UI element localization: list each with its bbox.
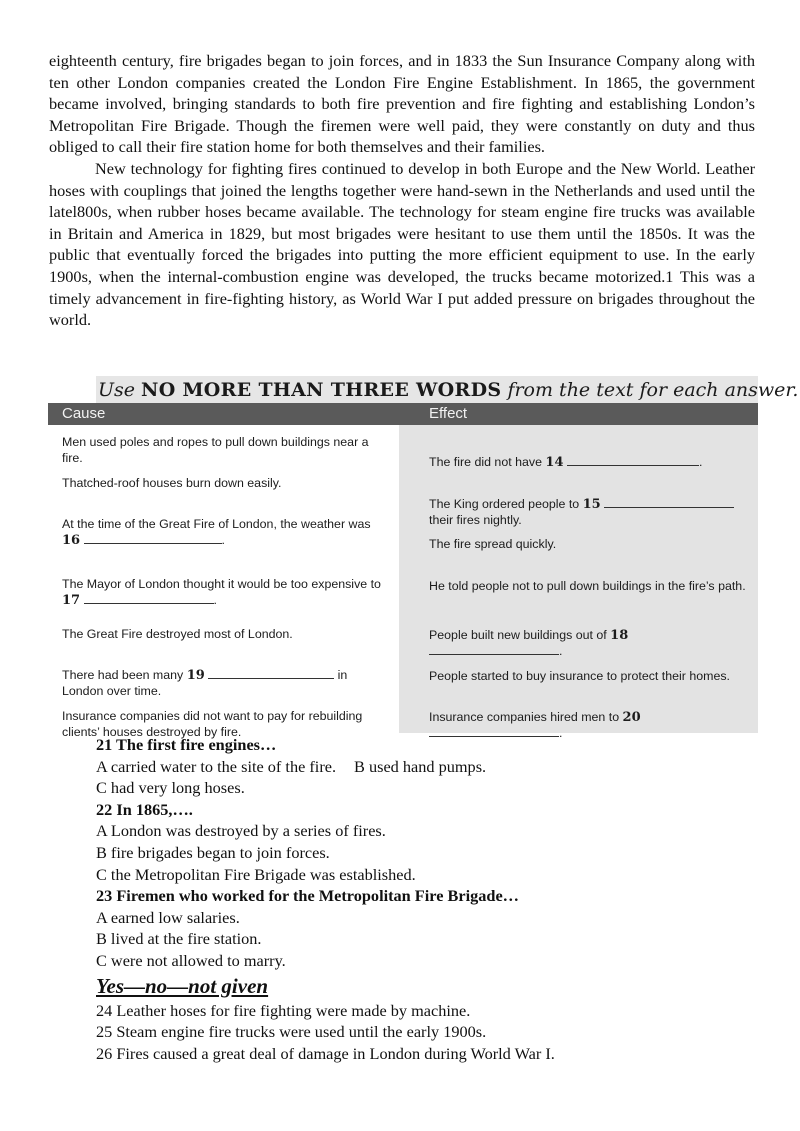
section-heading: Yes—no—not given <box>96 973 269 998</box>
answer-blank[interactable] <box>567 464 699 466</box>
effect-item: People built new buildings out of 18 . <box>429 628 629 658</box>
option-a[interactable]: A earned low salaries. <box>96 907 240 927</box>
option-a[interactable]: A carried water to the site of the fire. <box>96 756 337 776</box>
cause-item: The Great Fire destroyed most of London. <box>62 627 293 641</box>
option-b[interactable]: B lived at the fire station. <box>96 929 262 949</box>
passage-paragraph-2: New technology for fighting fires continued to develop in both Europe and the New World. Leather hoses with couplings that joined the lengths together were hand-sewn in the Netherlands and used until the latel800s, when rubber hoses became available. The technology for steam engine fire trucks was available in Britain and America in 1829, but most brigades were hesitant to use them until the 1850s. It was the public that eventually forced the brigades into putting the more efficient equipment to use. In the early 1900s, when the internal-combustion engine was developed, the trucks became motorized.1 This was a timely advancement in fire-fighting history, as World War I put added pressure on brigades throughout the world. <box>49 158 755 330</box>
option-row <box>96 756 756 778</box>
statement-item: 26 Fires caused a great deal of damage in London during World War I. <box>96 1043 555 1063</box>
effect-item: The fire spread quickly. <box>429 537 557 551</box>
answer-blank[interactable] <box>604 506 734 508</box>
header-effect: Effect <box>429 405 468 422</box>
option-b[interactable]: B used hand pumps. <box>354 756 487 776</box>
option-a[interactable]: A London was destroyed by a series of fires. <box>96 821 386 841</box>
header-cause: Cause <box>62 405 106 422</box>
instruction-strong: NO MORE THAN THREE WORDS <box>141 379 502 401</box>
question-number: 18 <box>610 628 629 643</box>
option-c[interactable]: C were not allowed to marry. <box>96 950 286 970</box>
statement-item: 24 Leather hoses for fire fighting were made by machine. <box>96 1000 471 1020</box>
answer-blank[interactable] <box>84 602 214 604</box>
effect-column <box>399 425 758 740</box>
cause-item: Men used poles and ropes to pull down buildings near a fire. <box>62 435 369 465</box>
cause-effect-table <box>48 403 758 740</box>
instruction-pre: Use <box>98 379 142 401</box>
effect-item: The fire did not have 14 . <box>429 455 703 470</box>
table-header <box>48 403 758 425</box>
passage-paragraph-1: eighteenth century, fire brigades began to join forces, and in 1833 the Sun Insurance Company along with ten other London companies created the London Fire Engine Establishment. In 1865, the government became involved, bringing standards to both fire prevention and fire fighting and establishing London’s Metropolitan Fire Brigade. Though the firemen were well paid, they were constantly on duty and thus obliged to call their fire station home for both themselves and their families. <box>49 51 755 157</box>
question-section <box>96 734 756 1064</box>
answer-blank[interactable] <box>84 542 222 544</box>
question-number: 14 <box>545 455 564 470</box>
question-stem: 21 The first fire engines… <box>96 735 277 754</box>
cause-item: Thatched-roof houses burn down easily. <box>62 476 282 490</box>
effect-item: The King ordered people to 15 their fires nightly. <box>429 497 750 528</box>
cause-column <box>48 425 399 739</box>
question-number: 16 <box>62 532 81 548</box>
question-stem: 22 In 1865,…. <box>96 799 193 819</box>
statement-item: 25 Steam engine fire trucks were used until the early 1900s. <box>96 1022 487 1042</box>
cause-item: At the time of the Great Fire of London, the weather was 16 . <box>62 517 371 548</box>
option-c[interactable]: C had very long hoses. <box>96 778 245 798</box>
question-stem: 23 Firemen who worked for the Metropolitan Fire Brigade… <box>96 886 519 906</box>
reading-passage <box>49 50 755 331</box>
cause-item: Insurance companies did not want to pay for rebuilding clients’ houses destroyed by fire. <box>62 709 363 739</box>
question-number: 19 <box>186 668 205 683</box>
cause-item: There had been many 19 in London over time. <box>62 668 348 698</box>
cause-item: The Mayor of London thought it would be too expensive to 17 . <box>62 577 381 608</box>
instruction-post: from the text for each answer. <box>501 379 799 401</box>
effect-item: He told people not to pull down buildings in the fire’s path. <box>429 579 746 593</box>
question-number: 17 <box>62 592 81 608</box>
effect-item: Insurance companies hired men to 20 . <box>429 710 641 740</box>
answer-blank[interactable] <box>429 653 559 655</box>
answer-blank[interactable] <box>208 677 334 679</box>
effect-item: People started to buy insurance to protect their homes. <box>429 669 730 683</box>
question-number: 20 <box>622 710 641 725</box>
instruction-banner <box>96 376 799 404</box>
question-number: 15 <box>582 497 601 512</box>
option-c[interactable]: C the Metropolitan Fire Brigade was established. <box>96 864 416 884</box>
option-b[interactable]: B fire brigades began to join forces. <box>96 842 330 862</box>
